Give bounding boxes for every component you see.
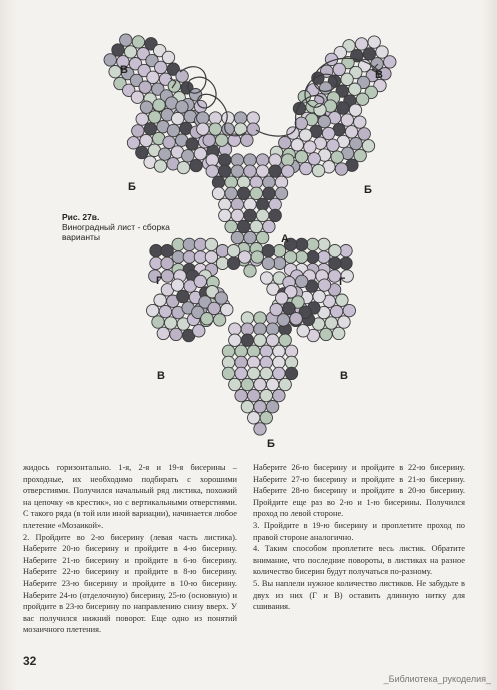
label-v-top-right: В: [375, 69, 383, 81]
bead: [273, 367, 285, 379]
bead: [244, 231, 256, 243]
bead: [172, 112, 184, 124]
label-v-low-left: В: [157, 370, 165, 382]
bead: [307, 238, 319, 250]
bead: [241, 401, 253, 413]
bead: [262, 245, 274, 257]
bead: [241, 323, 253, 335]
bead: [284, 251, 296, 263]
bead: [307, 251, 319, 263]
label-g-left: Г: [156, 275, 163, 287]
bead: [182, 150, 194, 162]
bead: [190, 159, 202, 171]
bead: [212, 187, 224, 199]
bead: [153, 99, 165, 111]
bead: [241, 334, 253, 346]
bead: [235, 367, 247, 379]
bead: [225, 220, 237, 232]
bead: [170, 328, 182, 340]
bead: [193, 325, 205, 337]
bead: [206, 165, 218, 177]
bead: [239, 251, 251, 263]
label-g-right: Г: [339, 276, 346, 288]
bead: [176, 101, 188, 113]
bead: [266, 334, 278, 346]
bead: [254, 378, 266, 390]
bead: [213, 314, 225, 326]
bead: [343, 304, 355, 316]
bead: [273, 389, 285, 401]
bead: [266, 401, 278, 413]
bead: [254, 401, 266, 413]
bead: [250, 187, 262, 199]
bead: [297, 325, 309, 337]
bead: [285, 356, 297, 368]
bead: [256, 154, 268, 166]
bead: [212, 176, 224, 188]
bead: [136, 146, 148, 158]
bead: [144, 123, 156, 135]
bead: [215, 292, 227, 304]
bead: [205, 251, 217, 263]
bead: [260, 412, 272, 424]
bead: [279, 378, 291, 390]
bead: [206, 154, 218, 166]
bead: [241, 378, 253, 390]
bead: [231, 154, 243, 166]
bead: [149, 111, 161, 123]
bead: [238, 220, 250, 232]
bead: [222, 345, 234, 357]
bead: [241, 312, 253, 324]
bead: [247, 112, 259, 124]
bead: [244, 198, 256, 210]
bead: [244, 209, 256, 221]
bead: [269, 154, 281, 166]
bead: [320, 328, 332, 340]
bead: [132, 125, 144, 137]
bead: [260, 345, 272, 357]
bead: [229, 378, 241, 390]
bead: [229, 323, 241, 335]
bead: [275, 187, 287, 199]
bead: [269, 165, 281, 177]
bead: [231, 165, 243, 177]
bead: [159, 148, 171, 160]
bead: [254, 423, 266, 435]
bead: [256, 209, 268, 221]
text-column-right: [253, 462, 465, 613]
watermark: _Библиотека_рукоделия_: [383, 674, 491, 684]
bead: [222, 356, 234, 368]
bead: [322, 127, 334, 139]
label-b-mid-right: Б: [364, 184, 372, 196]
bead: [197, 123, 209, 135]
label-b-mid-left: Б: [128, 181, 136, 193]
bead: [205, 238, 217, 250]
bead: [147, 304, 159, 316]
bead: [225, 176, 237, 188]
bead: [209, 123, 221, 135]
bead: [327, 139, 339, 151]
bead: [318, 115, 330, 127]
bead: [354, 149, 366, 161]
bead: [231, 209, 243, 221]
bead: [273, 345, 285, 357]
bead: [244, 154, 256, 166]
bead: [197, 112, 209, 124]
bead: [219, 209, 231, 221]
bead: [318, 279, 330, 291]
bead: [312, 164, 324, 176]
bead: [295, 238, 307, 250]
bead: [194, 251, 206, 263]
bead: [340, 257, 352, 269]
figure-caption: [62, 212, 182, 242]
bead: [177, 290, 189, 302]
bead: [283, 302, 295, 314]
paragraph: жидось горизонтально. 1-я, 2-я и 19-я бисерины – проходные, их необходимо подбирать с хорошими отверстиями. Получился начальный ряд листика, похожий на цепочку «в крестик», но с вертикальными отверстиями. С такого ряда (в той или иной вариации), начинается любое плетение «Мозаикой».: [23, 463, 237, 530]
bead: [295, 251, 307, 263]
bead: [338, 316, 350, 328]
bead: [261, 272, 273, 284]
bead: [159, 305, 171, 317]
bead: [201, 313, 213, 325]
bead: [282, 165, 294, 177]
bead: [269, 198, 281, 210]
bead: [227, 257, 239, 269]
bead: [260, 389, 272, 401]
bead: [337, 102, 349, 114]
bead: [177, 161, 189, 173]
bead: [341, 114, 353, 126]
bead: [140, 134, 152, 146]
bead: [318, 251, 330, 263]
bead: [358, 128, 370, 140]
paragraph: 2. Пройдите во 2-ю бисерину (левая часть листика). Наберите 20-ю бисерину и пройдите в 4-ю бисерину. Наберите 21-ю бисерину и пройдите в 6-ю бисерину. Наберите 22-ю бисерину и пройдите в 8-ю бисерину. Наберите 23-ю бисерину и пройдите в 10-ю бисерину. Наберите 24-ю (отделочную) бисерину, 25-ю (основную) и пройдите в 23-ю бисерину по направлению снизу вверх. У вас получился нижний поворот. Еще одно из понятий мозаичного плетения.: [23, 532, 237, 635]
bead: [254, 312, 266, 324]
label-v-top-left: В: [120, 64, 128, 76]
bead: [254, 334, 266, 346]
bead: [275, 176, 287, 188]
text-column-left: [23, 462, 237, 636]
bead: [300, 162, 312, 174]
bead: [235, 356, 247, 368]
bead: [171, 279, 183, 291]
bead: [219, 154, 231, 166]
bead: [222, 367, 234, 379]
bead: [335, 163, 347, 175]
bead: [229, 334, 241, 346]
bead: [227, 245, 239, 257]
bead: [266, 323, 278, 335]
bead: [161, 257, 173, 269]
paragraph: 5. Вы наплели нужное количество листиков. Не забудьте в двух из них (Г и В) оставить длинную нитку для сшивания.: [253, 578, 465, 612]
bead: [167, 124, 179, 136]
bead: [154, 160, 166, 172]
bead: [260, 356, 272, 368]
bead: [219, 165, 231, 177]
bead: [262, 257, 274, 269]
bead: [325, 317, 337, 329]
bead: [216, 257, 228, 269]
bead: [161, 245, 173, 257]
bead: [362, 140, 374, 152]
caption-number: Рис. 27в.: [62, 212, 100, 222]
paragraph: 4. Таким способом проплетите весь листик. Обратите внимание, что последние повороты, в листиках на разное количество бисерин будут получаться по-разному.: [253, 544, 465, 577]
bead: [131, 91, 143, 103]
paragraph: Наберите 26-ю бисерину и пройдите в 22-ю бисерину. Наберите 27-ю бисерину и пройдите в 21-ю бисерину. Наберите 28-ю бисерину и пройдите в 20-ю бисерину. Пройдите еще раз во 2-ю и 1-ю бисерины. Получился проход по левой стороне.: [253, 463, 465, 519]
bead: [163, 136, 175, 148]
label-v-low-right: В: [340, 370, 348, 382]
bead: [273, 257, 285, 269]
bead: [238, 176, 250, 188]
bead: [222, 112, 234, 124]
bead: [256, 165, 268, 177]
bead: [248, 356, 260, 368]
bead: [263, 187, 275, 199]
paragraph: 3. Пройдите в 19-ю бисерину и проплетите проход по правой стороне аналогично.: [253, 520, 465, 542]
bead: [285, 367, 297, 379]
bead: [161, 270, 173, 282]
bead: [231, 231, 243, 243]
bead: [150, 257, 162, 269]
bead: [186, 138, 198, 150]
bead: [340, 245, 352, 257]
bead: [273, 245, 285, 257]
bead: [234, 112, 246, 124]
bead: [194, 275, 206, 287]
bead: [273, 356, 285, 368]
bead: [329, 257, 341, 269]
bead: [183, 251, 195, 263]
bead: [203, 134, 215, 146]
bead: [285, 345, 297, 357]
bead: [336, 294, 348, 306]
label-b-bottom: Б: [267, 438, 275, 450]
label-a-center: А: [281, 233, 289, 245]
bead: [254, 323, 266, 335]
bead: [266, 378, 278, 390]
bead: [183, 238, 195, 250]
bead: [308, 153, 320, 165]
bead: [247, 123, 259, 135]
page-number: 32: [23, 654, 37, 668]
bead: [296, 275, 308, 287]
bead: [279, 334, 291, 346]
bead: [140, 101, 152, 113]
bead: [150, 245, 162, 257]
bead: [231, 198, 243, 210]
bead: [350, 137, 362, 149]
bead: [318, 238, 330, 250]
bead: [235, 345, 247, 357]
bead: [248, 345, 260, 357]
bead: [349, 104, 361, 116]
bead: [127, 137, 139, 149]
bead: [276, 292, 288, 304]
bead: [194, 238, 206, 250]
bead: [256, 198, 268, 210]
bead: [304, 141, 316, 153]
bead: [279, 137, 291, 149]
bead: [329, 245, 341, 257]
bead: [235, 389, 247, 401]
bead: [225, 187, 237, 199]
bead: [313, 290, 325, 302]
bead: [216, 245, 228, 257]
bead: [355, 38, 367, 50]
bead: [154, 294, 166, 306]
bead: [157, 327, 169, 339]
bead: [295, 117, 307, 129]
bead: [248, 412, 260, 424]
bead: [263, 176, 275, 188]
bead: [248, 389, 260, 401]
bead: [368, 36, 380, 48]
bead: [263, 220, 275, 232]
bead: [152, 316, 164, 328]
bead: [209, 112, 221, 124]
bead: [331, 151, 343, 163]
bead: [299, 129, 311, 141]
bead: [248, 367, 260, 379]
bead: [251, 251, 263, 263]
bead: [282, 154, 294, 166]
bead: [241, 134, 253, 146]
bead: [165, 317, 177, 329]
bead: [172, 251, 184, 263]
bead: [244, 265, 256, 277]
bead: [216, 134, 228, 146]
caption-text: Виноградный лист - сборка варианты: [62, 222, 170, 242]
bead: [269, 209, 281, 221]
bead: [250, 220, 262, 232]
bead: [345, 126, 357, 138]
bead: [238, 187, 250, 199]
bead: [104, 54, 116, 66]
bead: [250, 176, 262, 188]
bead: [270, 303, 282, 315]
bead: [260, 367, 272, 379]
bead: [256, 231, 268, 243]
bead: [330, 305, 342, 317]
bead: [244, 165, 256, 177]
bead: [333, 327, 345, 339]
bead: [219, 198, 231, 210]
